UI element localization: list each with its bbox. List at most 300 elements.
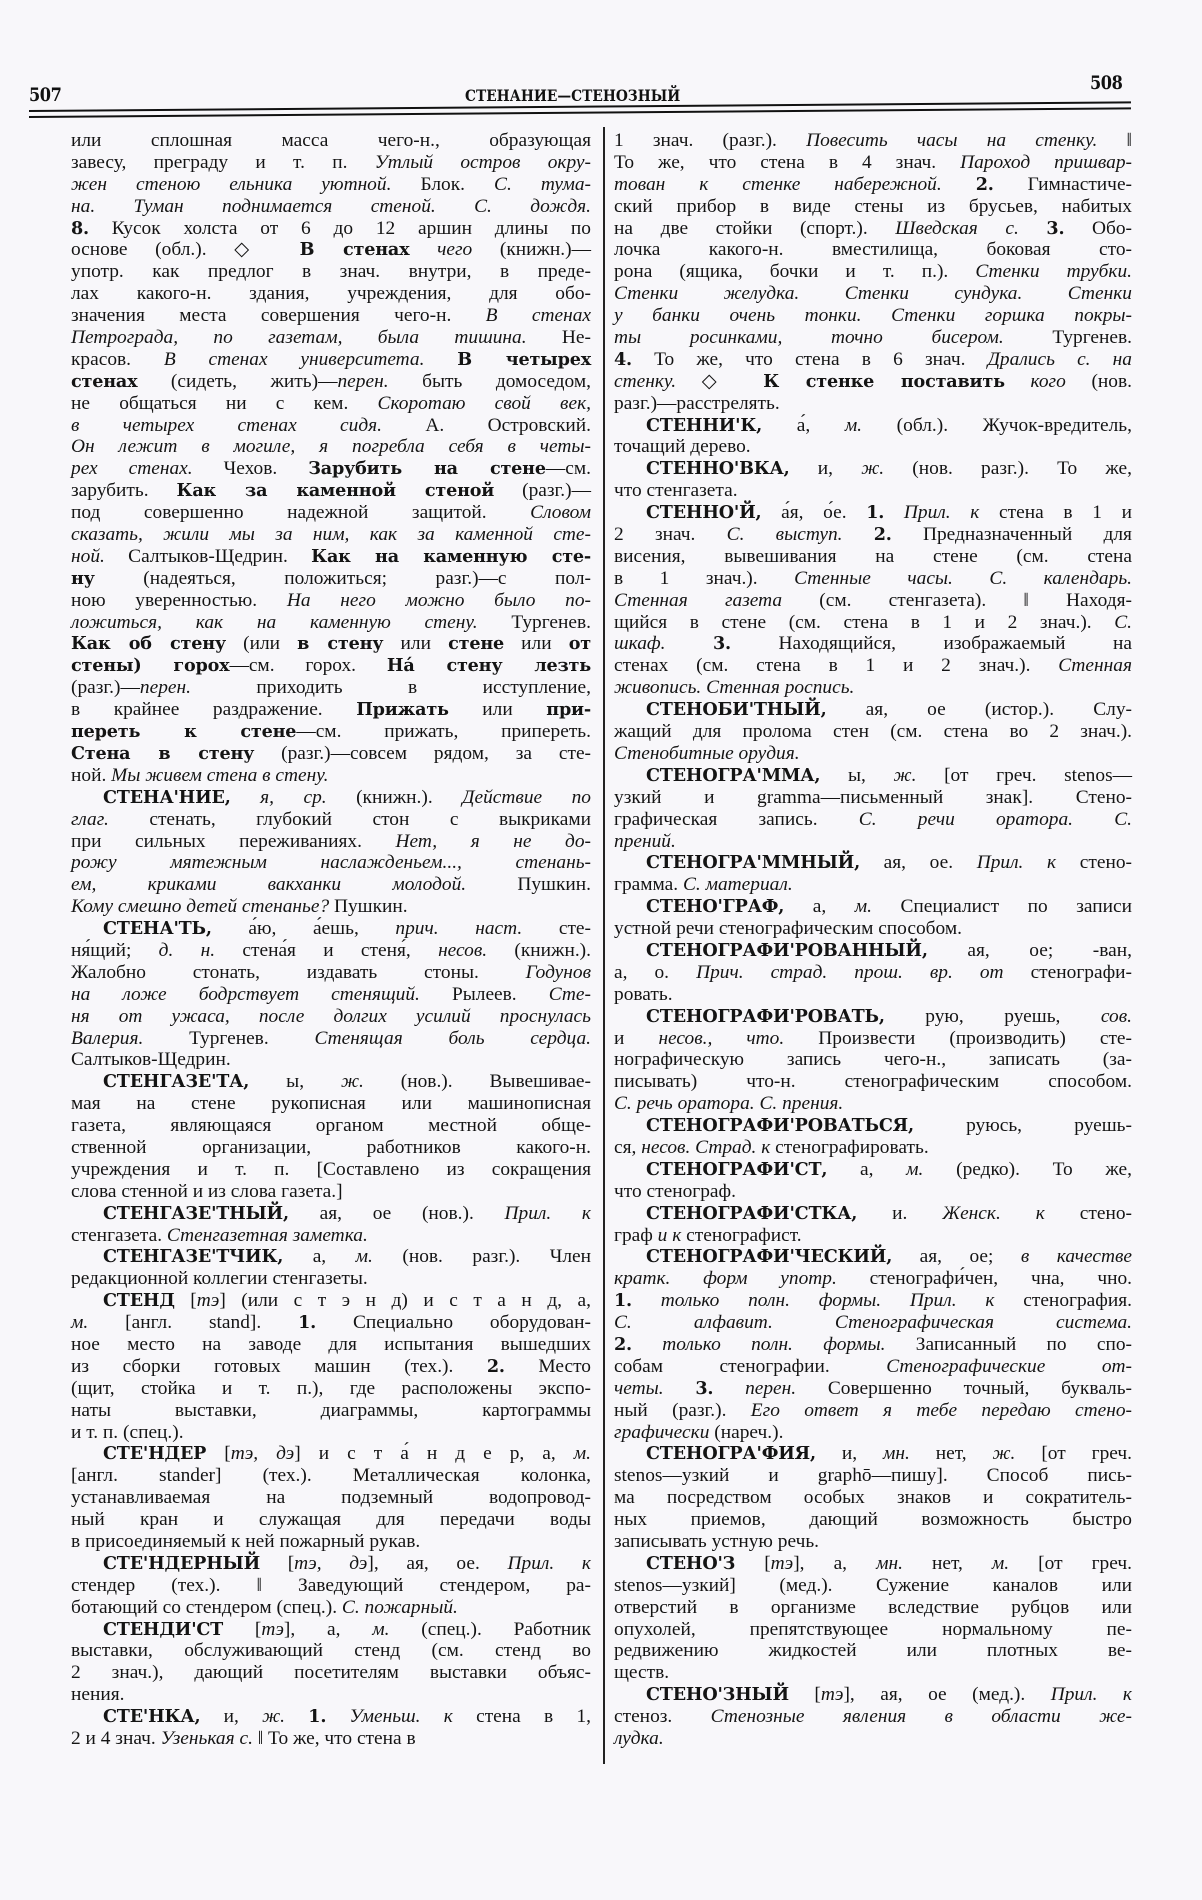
text-line (614, 1049, 1132, 1071)
headword: Как на каменную сте- (311, 545, 592, 567)
text-line (614, 568, 1132, 590)
text: висения, вывешивания на стене (см. стена (614, 545, 1132, 567)
headword: СТЕНД (103, 1290, 175, 1312)
text-line (71, 502, 591, 524)
text-line (614, 327, 1132, 349)
text-line (71, 546, 591, 568)
italic-text: Годунов (525, 961, 591, 983)
text: (спец.). Работник (389, 1618, 591, 1640)
italic-text: кратк. форм употр. (614, 1268, 837, 1290)
italic-text: м. (573, 1443, 591, 1465)
italic-text: глаг. (71, 808, 109, 830)
italic-text: ж. (262, 1706, 286, 1728)
text: ной. (71, 764, 112, 786)
text: —см. прижать, припереть. (296, 721, 591, 743)
text (285, 1706, 308, 1727)
italic-text: рех стенах. (71, 458, 193, 480)
italic-text: Петрограда, по газетам, была тишина. (71, 327, 527, 349)
text-line (71, 261, 591, 283)
text-line (614, 1706, 1132, 1728)
italic-text: ж. (893, 764, 917, 786)
text: основе (обл.). ◇ (71, 239, 300, 261)
italic-text: Стенгазетная заметка. (166, 1224, 368, 1246)
italic-text: С. пожарный. (341, 1596, 458, 1618)
italic-text: Женск. к (942, 1202, 1045, 1224)
italic-text: прич. наст. (395, 918, 523, 940)
text: [от греч. stenos— (916, 764, 1132, 786)
italic-text: ем, криками вакханки молодой. (71, 874, 467, 896)
headword: СТЕНОБИ'ТНЫЙ, (646, 699, 827, 721)
text: стено- (1044, 1202, 1132, 1224)
italic-text: перен. (337, 370, 389, 392)
text-line (614, 283, 1132, 305)
text-line (71, 1006, 591, 1028)
text-line (71, 152, 591, 174)
text-line (614, 1575, 1132, 1597)
text-line (71, 174, 591, 196)
headword: СТЕНО'ГРАФ, (646, 896, 785, 918)
text: а, (827, 1158, 907, 1180)
text: ровать. (614, 983, 673, 1005)
italic-text: Кому смешно детей стенанье? (71, 896, 330, 918)
headword: 2. (975, 173, 994, 195)
italic-text: С. материал. (682, 874, 793, 896)
text-line (71, 612, 591, 634)
headword: СТЕНГАЗЕ'ТНЫЙ, (103, 1202, 289, 1224)
headword: 1. (866, 502, 885, 524)
text-line (614, 699, 1132, 721)
headword: СТЕНОГРАФИ'РОВАТЬСЯ, (646, 1115, 914, 1137)
headword: в стену (297, 633, 384, 655)
text: граф (614, 1224, 658, 1246)
text: Рылеев. (419, 983, 549, 1005)
italic-text: тэ, дэ (230, 1443, 295, 1465)
italic-text: Стенки трубки. (975, 261, 1132, 283)
text: ‖ То же, что стена в (252, 1728, 416, 1750)
italic-text: ня от ужаса, после долгих усилий проснулась (71, 1005, 591, 1027)
text-line (614, 1378, 1132, 1400)
text-line (614, 984, 1132, 1006)
text-line (614, 480, 1132, 502)
text-line (614, 1225, 1132, 1247)
text: стенать, глубокий стон с выкриками (108, 808, 591, 830)
text: ное место на заводе для испытания вышедших (71, 1333, 591, 1355)
text-line (614, 1268, 1132, 1290)
headword: Как за каменной стеной (176, 480, 495, 502)
headword: СТЕНО'З (646, 1552, 736, 1574)
text-line (614, 1640, 1132, 1662)
text-line (71, 1640, 591, 1662)
headword: ну (71, 567, 95, 589)
text-line (71, 218, 591, 240)
italic-text: рожу мятежным наслажденьем..., стенань- (71, 852, 591, 874)
italic-text: Стенографические от- (886, 1355, 1132, 1377)
text-line (614, 1290, 1132, 1312)
text: (нов.). Вывешивае- (363, 1071, 591, 1093)
text: стена в 1, (452, 1706, 591, 1728)
text (666, 633, 713, 654)
text: (разг.)— (71, 677, 140, 699)
italic-text: С. речи оратора. С. (858, 808, 1132, 830)
text: stenos—узкий и graphō—пишу]. Способ пись- (614, 1465, 1132, 1487)
text-line (614, 1443, 1132, 1465)
text: рую, руешь, (884, 1005, 1101, 1027)
text-line (614, 305, 1132, 327)
text: лах какого-н. здания, учреждения, для обо- (71, 283, 591, 305)
text: и т. п. (спец.). (71, 1421, 184, 1443)
headword: стенах (71, 370, 138, 392)
headword: СТЕННО'ВКА, (646, 458, 790, 480)
text-line (71, 852, 591, 874)
text-line (614, 1662, 1132, 1684)
italic-text: перен. (745, 1377, 797, 1399)
italic-text: кого (1030, 370, 1066, 392)
text: устанавливаемая на подземный водопровод- (71, 1487, 591, 1509)
text: нет, (909, 1443, 993, 1465)
italic-text: м. (844, 414, 863, 436)
text: (книжн.). (487, 939, 591, 961)
text: или (383, 633, 449, 655)
text-line (71, 1443, 591, 1465)
text: и, (200, 1706, 263, 1728)
text: или (448, 699, 547, 721)
italic-text: чего (437, 239, 473, 261)
text (1005, 371, 1031, 392)
text: Находящийся, изображаемый на (730, 633, 1132, 655)
text: грамма. (614, 874, 683, 896)
text (664, 1378, 696, 1399)
text-line (614, 1684, 1132, 1706)
text: 1 знач. (разг.). (614, 130, 807, 151)
text: (или (225, 633, 298, 655)
text-line (71, 787, 591, 809)
headword: СТЕНОГРА'ФИЯ, (646, 1443, 816, 1465)
italic-text: Прил. к (504, 1202, 591, 1224)
italic-text: м. (854, 896, 872, 918)
text: стенографист. (681, 1224, 802, 1246)
text (942, 174, 976, 195)
italic-text: Действие по (462, 786, 591, 808)
text-line (614, 809, 1132, 831)
italic-text: несов., что. (658, 1027, 785, 1049)
text: а́я, о́е. (761, 502, 867, 524)
italic-text: Стенные часы. С. календарь. (794, 567, 1132, 589)
text-line (71, 677, 591, 699)
text: газета, являющаяся органом местной обще- (71, 1115, 591, 1137)
text-line (71, 1706, 591, 1728)
italic-text: Прил. к (1050, 1684, 1132, 1706)
headword: К стенке поставить (763, 370, 1005, 392)
text: То же, что стена в 6 знач. (631, 348, 988, 370)
text-line (614, 393, 1132, 415)
text: Обо- (1064, 217, 1133, 239)
text-line (71, 1509, 591, 1531)
italic-text: Стенозные явления в области же- (710, 1706, 1132, 1728)
text-line (614, 458, 1132, 480)
text: (нареч.). (709, 1421, 784, 1443)
headword: СТЕ'НКА, (103, 1706, 201, 1728)
text: [от греч. (1009, 1552, 1132, 1574)
text: и (614, 1027, 659, 1049)
headword: Стена в стену (71, 742, 255, 764)
page-number-left: 507 (29, 84, 62, 106)
italic-text: С. тума- (494, 173, 591, 195)
text: узкий и gramma—письменный знак]. Стено- (614, 786, 1132, 808)
italic-text: тэ (196, 1290, 220, 1312)
italic-text: перен. (139, 677, 191, 699)
column-divider (603, 127, 605, 1764)
italic-text: Прил. к (976, 852, 1057, 874)
italic-text: только полн. формы. (662, 1333, 886, 1355)
text-line (614, 524, 1132, 546)
text: жащий для пролома стен (см. стена во 2 знач.). (614, 721, 1132, 743)
text: Тургенев. (143, 1027, 315, 1049)
text-line (71, 984, 591, 1006)
italic-text: Стенящая боль сердца. (314, 1027, 591, 1049)
headword: В стенах (299, 239, 410, 261)
text: А. Островский. (382, 414, 591, 436)
text-line (614, 590, 1132, 612)
text-line (614, 1509, 1132, 1531)
text-line (614, 546, 1132, 568)
text: наты выставки, диаграммы, картограммы (71, 1399, 591, 1421)
text: (редко). То же, (923, 1158, 1132, 1180)
text: Специалист по записи (871, 896, 1132, 918)
italic-text: четы. (614, 1377, 664, 1399)
text: (см. стенгазета). ‖ Находя- (782, 589, 1132, 611)
text-line (71, 1684, 591, 1706)
italic-text: д. н. (158, 939, 216, 961)
text: ботающий со стендером (спец.). (71, 1596, 342, 1618)
text: Салтыков-Щедрин. (71, 1049, 231, 1071)
text: а́ю, а́ешь, (211, 918, 396, 940)
italic-text: С. речь оратора. С. прения. (614, 1093, 844, 1115)
italic-text: Узенькая с. (160, 1728, 253, 1750)
text: Чехов. (192, 458, 309, 480)
headword: СТЕНОГРАФИ'РОВАННЫЙ, (646, 939, 928, 961)
text-line (614, 1728, 1132, 1750)
text: Тургенев. (477, 611, 591, 633)
text: ных приемов, дающий возможность быстро (614, 1509, 1132, 1531)
text-line (614, 743, 1132, 765)
headword: при- (546, 699, 591, 721)
text-line (614, 1422, 1132, 1444)
headword: 4. (614, 348, 632, 370)
text-line (614, 1006, 1132, 1028)
headword: 1. (298, 1312, 317, 1334)
italic-text: В стенах (485, 305, 591, 327)
text: слова стенной и из слова газета.] (71, 1180, 343, 1202)
text: стена́я и стеня́, (215, 939, 439, 961)
text: а, (283, 1246, 356, 1268)
text: при сильных переживаниях. (71, 830, 396, 852)
text: а, (784, 896, 855, 918)
text-line (71, 524, 591, 546)
text: (книжн.)— (472, 239, 591, 261)
text: или (504, 633, 569, 655)
text: и, (789, 458, 862, 480)
text-line (71, 1619, 591, 1641)
text: стено- (1056, 852, 1132, 874)
italic-text: у банки очень тонки. Стенки горшка покры- (614, 305, 1132, 327)
right-column (614, 130, 1132, 1750)
text: устной речи стенографическим способом. (614, 918, 962, 940)
headword: стены) горох (71, 655, 230, 677)
headword: СТЕНГАЗЕ'ТА, (103, 1071, 250, 1093)
text-line (71, 743, 591, 765)
text-line (614, 1553, 1132, 1575)
text-line (71, 371, 591, 393)
italic-text: Сте- (548, 983, 591, 1005)
text: а, о. (614, 961, 697, 983)
headword: СТЕНА'ТЬ, (103, 918, 212, 940)
text-line (71, 1049, 591, 1071)
text: ственной организации, работников какого-н. (71, 1136, 591, 1158)
text-line (71, 196, 591, 218)
italic-text: Прил. к (903, 502, 980, 524)
text-line (614, 261, 1132, 283)
italic-text: стенку. (614, 370, 677, 392)
text: —см. (545, 458, 591, 480)
text-line (71, 1378, 591, 1400)
text-line (614, 1334, 1132, 1356)
headword: СТЕНОГРА'ММА, (646, 764, 821, 786)
headword: СТЕНА'НИЕ, (103, 786, 231, 808)
headword: СТЕНОГРАФИ'РОВАТЬ, (646, 1005, 885, 1027)
text: руюсь, руешь- (913, 1115, 1132, 1137)
text (326, 1706, 349, 1727)
text-line (71, 765, 591, 787)
italic-text: Словом (530, 502, 591, 524)
text: 2 знач. (614, 524, 727, 546)
text-line (614, 852, 1132, 874)
text: стенографи- (1003, 961, 1132, 983)
text (632, 1290, 661, 1311)
italic-text: Прил. к (507, 1552, 591, 1574)
text-line (71, 1028, 591, 1050)
text: быть домоседом, (388, 370, 591, 392)
text: ] (или с т э н д) и с т а н д, а, (219, 1290, 591, 1312)
headword: стене (448, 633, 504, 655)
text: ], а, (793, 1552, 877, 1574)
italic-text: ной. (71, 545, 105, 567)
headword: 2. (486, 1355, 505, 1377)
headword: СТЕНОГРАФИ'СТКА, (646, 1202, 858, 1224)
text (409, 239, 437, 260)
text-line (71, 831, 591, 853)
text-line (71, 1662, 591, 1684)
text: редакционной коллегии стенгазеты. (71, 1268, 368, 1290)
text-line (71, 436, 591, 458)
text: (сидеть, жить)— (137, 370, 338, 392)
text: Салтыков-Щедрин. (104, 545, 312, 567)
text: ] и с т а́ н д е р, а, (294, 1443, 574, 1465)
text-line (71, 239, 591, 261)
text: [англ. stand]. (88, 1312, 299, 1334)
italic-text: Дрались с. на (987, 348, 1132, 370)
text: в крайнее раздражение. (71, 699, 357, 721)
text: Блок. (391, 173, 495, 195)
text-line (614, 130, 1132, 152)
text-line (614, 1137, 1132, 1159)
text: собам стенографии. (614, 1355, 887, 1377)
text-line (614, 152, 1132, 174)
text: не общаться ни с кем. (71, 392, 378, 414)
text-line (614, 1400, 1132, 1422)
text: (нов. разг.). Член (372, 1246, 592, 1268)
text (231, 787, 260, 808)
text-line (614, 1203, 1132, 1225)
text-line (71, 305, 591, 327)
text: стендер (тех.). ‖ Заведующий стендером, ра- (71, 1574, 591, 1596)
text: стеноз. (614, 1706, 711, 1728)
italic-text: тэ, дэ (294, 1552, 368, 1574)
text: выставки, обслуживающий стенд (см. стенд во (71, 1640, 591, 1662)
italic-text: в качестве (1020, 1246, 1132, 1268)
text-line (71, 940, 591, 962)
headword: 1. (308, 1706, 327, 1728)
italic-text: сказать, жили мы за ним, как за каменной сте- (71, 524, 591, 546)
text-line (71, 1575, 591, 1597)
text: и, (815, 1443, 883, 1465)
text: Место (504, 1355, 591, 1377)
text-line (71, 809, 591, 831)
text (884, 502, 904, 523)
text-line (614, 415, 1132, 437)
text: ая, ое; (892, 1246, 1021, 1268)
headword: 2. (873, 524, 892, 546)
text-line (614, 765, 1132, 787)
text-line (71, 1246, 591, 1268)
text: мая на стене рукописная или машинописная (71, 1093, 591, 1115)
italic-text: Шведская с. (895, 217, 1019, 239)
text: Тургенев. (1003, 327, 1132, 349)
italic-text: ложиться, как на каменную стену. (71, 611, 478, 633)
headword: 1. (614, 1290, 632, 1312)
text-line (71, 1203, 591, 1225)
italic-text: Пароход пришвар- (960, 151, 1133, 173)
text-line (71, 874, 591, 896)
text: в 1 знач.). (614, 567, 795, 589)
text: щийся в стене (см. стена в 1 и 2 знач.). (614, 611, 1115, 633)
text: ы, (820, 764, 894, 786)
text-line (614, 1356, 1132, 1378)
text-line (71, 1093, 591, 1115)
text: (надеяться, положиться; разг.)—с пол- (94, 567, 591, 589)
text-line (71, 393, 591, 415)
headword: СТЕ'НДЕРНЫЙ (103, 1552, 260, 1574)
text: 2 знач.), дающий посетителям выставки объяс- (71, 1662, 591, 1684)
text-line (71, 349, 591, 371)
text: из сборки готовых машин (тех.). (71, 1355, 487, 1377)
text: нения. (71, 1684, 125, 1706)
text: разг.)—расстрелять. (614, 392, 780, 414)
italic-text: жен стеною ельника уютной. (71, 173, 392, 195)
italic-text: Повесить часы на стенку. (806, 130, 1098, 151)
text: опухолей, препятствующее нормальному пе- (614, 1618, 1132, 1640)
text: Произвести (производить) сте- (784, 1027, 1132, 1049)
headword: СТЕНОГРА'ММНЫЙ, (646, 852, 861, 874)
headword: В четырех (457, 348, 591, 370)
italic-text: С. (1114, 611, 1132, 633)
italic-text: Нет, я не до- (395, 830, 591, 852)
italic-text: ж. (992, 1443, 1016, 1465)
text: ня́щий; (71, 939, 159, 961)
text (632, 1334, 662, 1355)
italic-text: живопись. Стенная роспись. (614, 677, 855, 699)
text-line (71, 1597, 591, 1619)
italic-text: Мы живем стена в стену. (111, 764, 329, 786)
